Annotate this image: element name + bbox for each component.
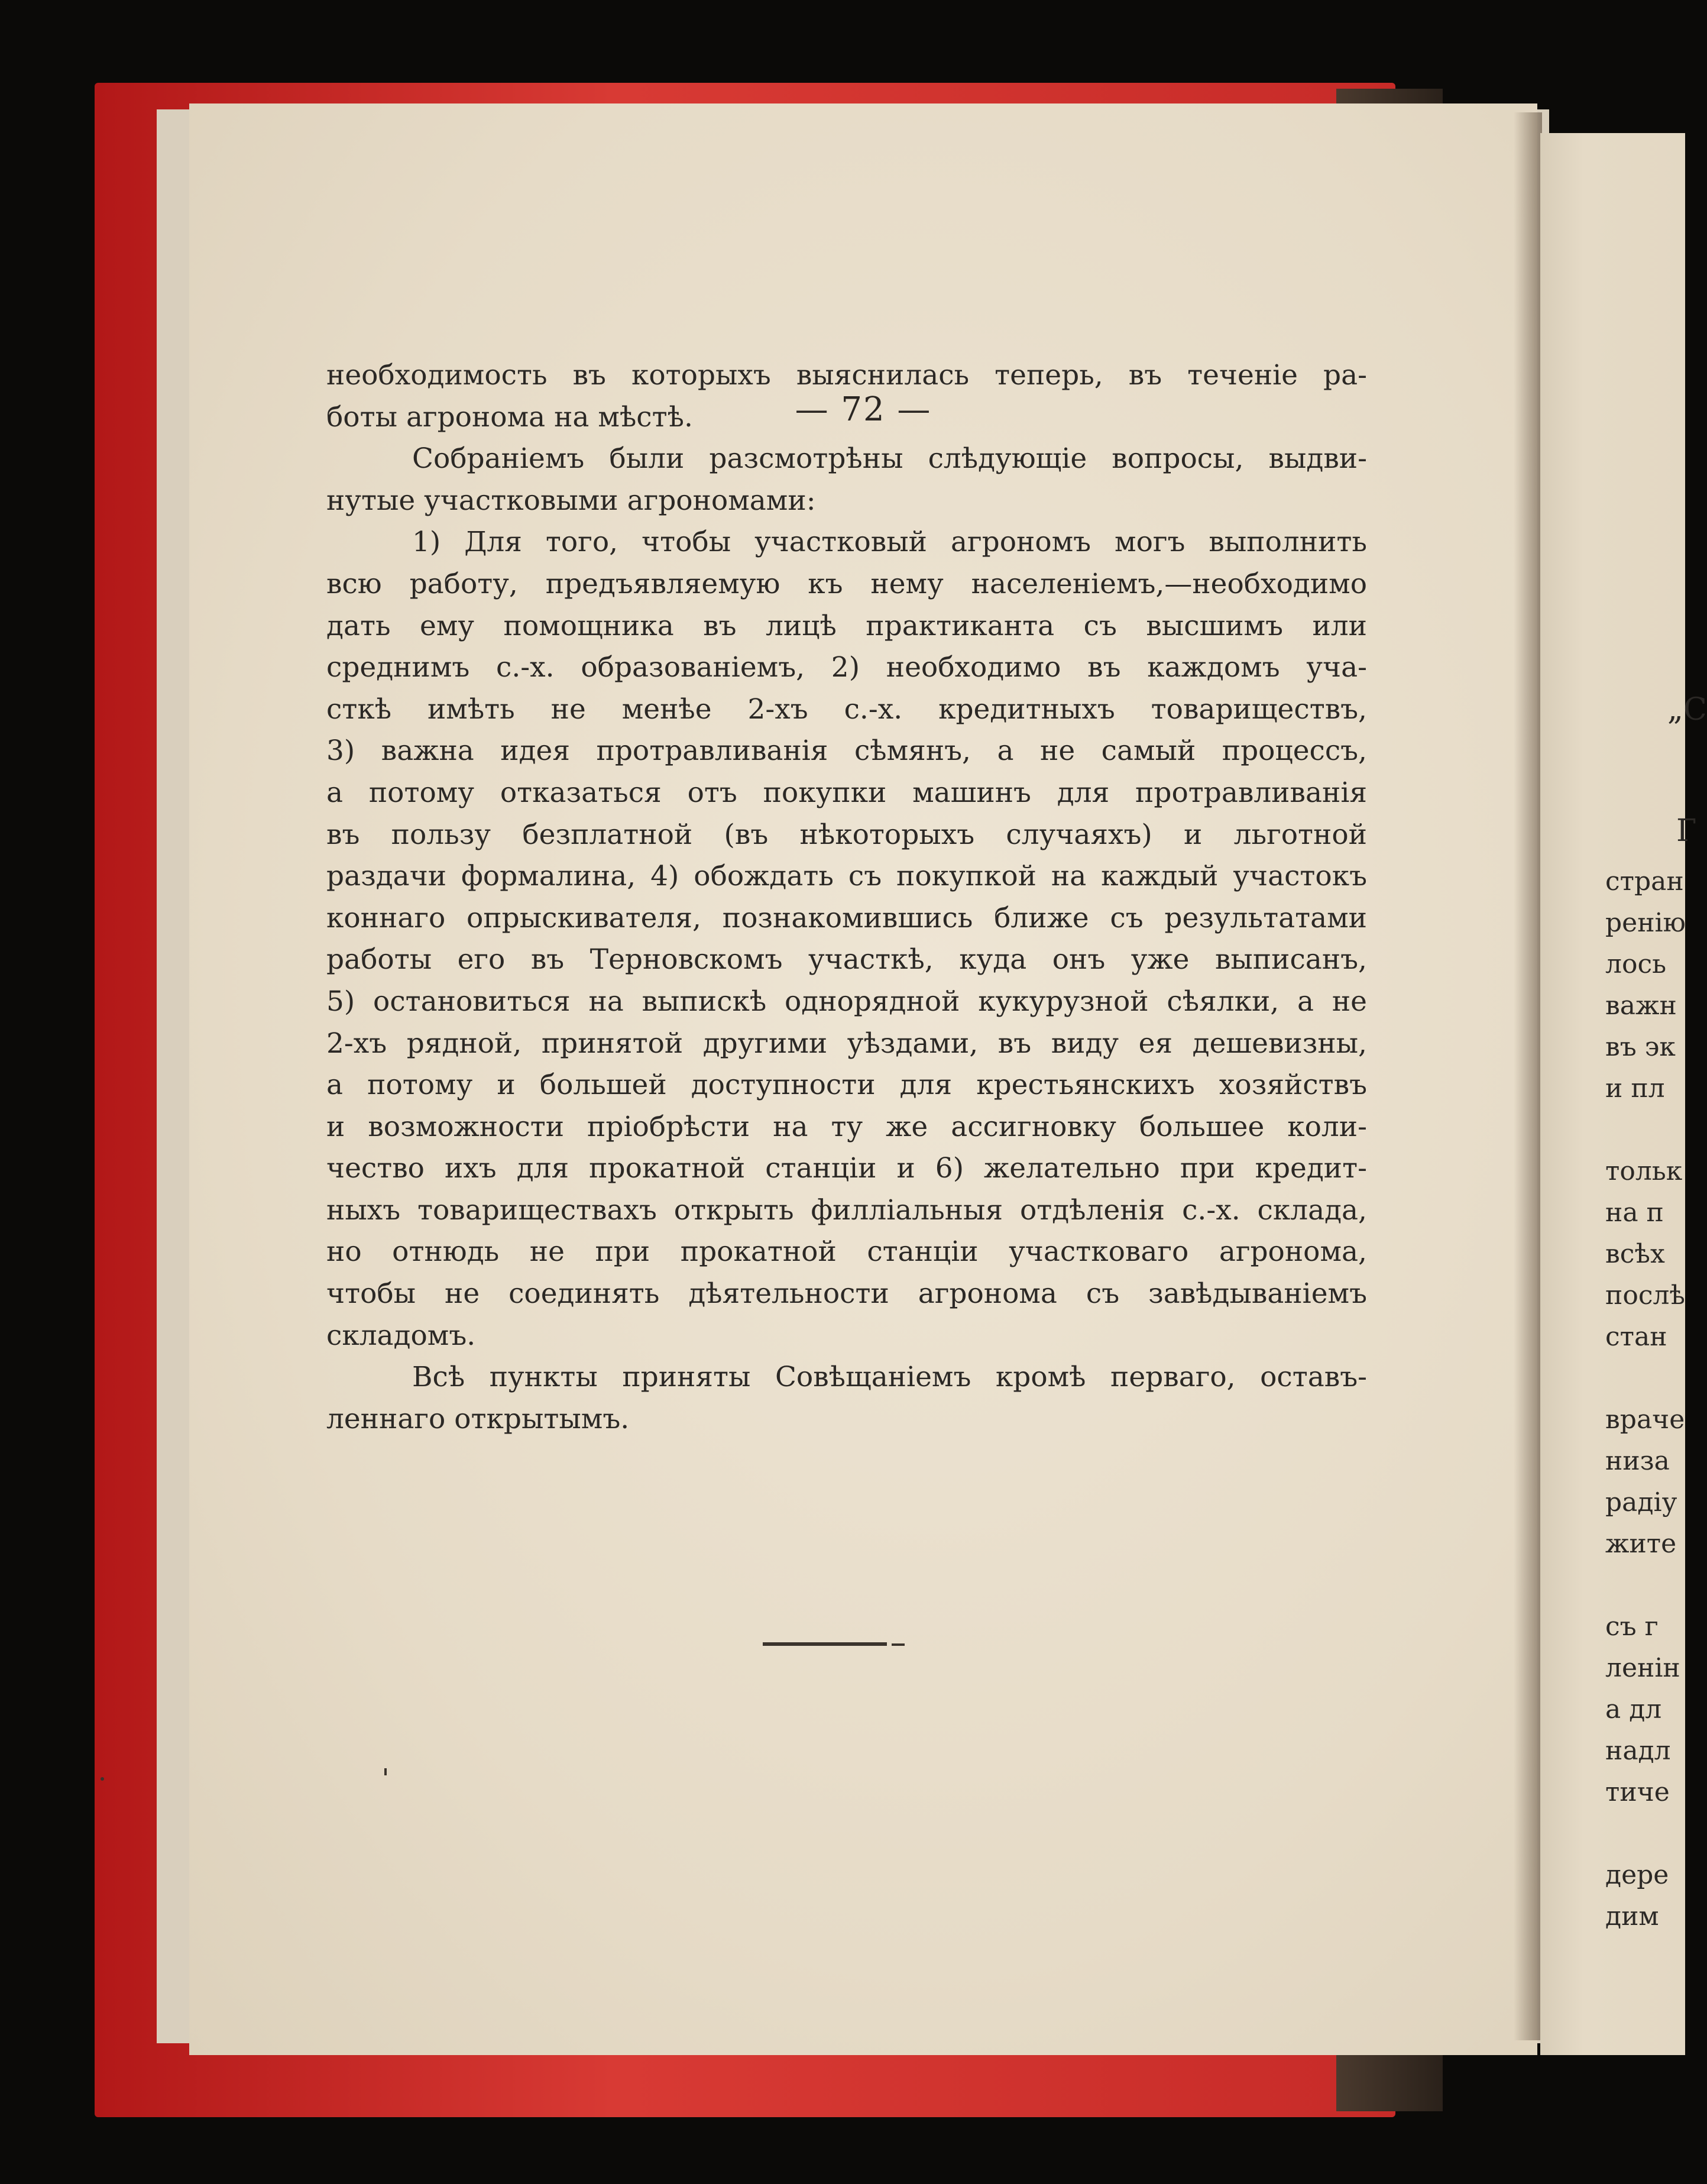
facing-line: низа [1605, 1446, 1670, 1476]
facing-line: лось [1605, 949, 1667, 979]
text-line: 2-хъ рядной, принятой другими уѣздами, въ виду ея дешевизны, [326, 1027, 1367, 1060]
text-line: а потому и большей доступности для крестьянскихъ хозяйствъ [326, 1069, 1367, 1102]
text-line: коннаго опрыскивателя, познакомившись ближе съ результатами [326, 901, 1367, 934]
text-line: но отнюдь не при прокатной станціи участковаго агронома, [326, 1235, 1367, 1269]
paper-speck [384, 1768, 387, 1775]
facing-line: надл [1605, 1736, 1671, 1766]
text-line: всю работу, предъявляемую къ нему населеніемъ,—необходимо [326, 567, 1367, 600]
facing-page-heading-fragment: „С [1667, 692, 1707, 727]
text-line: боты агронома на мѣстѣ. [326, 400, 693, 433]
text-line: чество ихъ для прокатной станціи и 6) желательно при кредит- [326, 1152, 1367, 1185]
facing-line: послѣ [1605, 1280, 1685, 1311]
facing-line: и пл [1605, 1073, 1665, 1104]
facing-line: на п [1605, 1198, 1664, 1228]
text-line: работы его въ Терновскомъ участкѣ, куда онъ уже выписанъ, [326, 943, 1367, 976]
facing-line: съ г [1605, 1612, 1659, 1642]
facing-line: враче [1605, 1405, 1685, 1435]
facing-line: стан [1605, 1322, 1667, 1352]
text-line: леннаго открытымъ. [326, 1402, 630, 1435]
facing-line: дим [1605, 1901, 1659, 1931]
section-end-rule-tail [892, 1643, 905, 1646]
page-number: — 72 — [795, 390, 932, 429]
page-body-text [326, 355, 1367, 1440]
facing-page-initial-fragment: Г [1676, 813, 1697, 849]
facing-line: радіу [1605, 1487, 1677, 1518]
text-line: а потому отказаться отъ покупки машинъ для протравливанія [326, 776, 1367, 809]
text-line: 3) важна идея протравливанія сѣмянъ, а не самый процессъ, [326, 735, 1367, 768]
page-gutter-shadow [1514, 112, 1542, 2040]
text-line: чтобы не соединять дѣятельности агронома съ завѣдываніемъ [326, 1277, 1367, 1311]
text-line: Всѣ пункты приняты Совѣщаніемъ кромѣ перваго, оставъ- [412, 1361, 1367, 1394]
facing-line: важн [1605, 991, 1677, 1021]
text-line: 5) остановиться на выпискѣ однорядной кукурузной сѣялки, а не [326, 985, 1367, 1018]
text-line: дать ему помощника въ лицѣ практиканта съ высшимъ или [326, 609, 1367, 642]
section-end-rule [763, 1642, 887, 1646]
paper-speck [101, 1777, 104, 1781]
facing-line: ленiн [1605, 1653, 1680, 1683]
text-line: среднимъ с.-х. образованіемъ, 2) необходимо въ каждомъ уча- [326, 651, 1367, 684]
facing-line: а дл [1605, 1694, 1662, 1724]
text-line: нутые участковыми агрономами: [326, 484, 816, 517]
facing-line: тольк [1605, 1156, 1683, 1186]
text-line: и возможности пріобрѣсти на ту же ассигновку большее коли- [326, 1110, 1367, 1143]
facing-line: дере [1605, 1860, 1669, 1890]
text-line: 1) Для того, чтобы участковый агрономъ могъ выполнить [412, 526, 1367, 559]
facing-line: стран [1605, 866, 1684, 897]
text-line: Собраніемъ были разсмотрѣны слѣдующіе вопросы, выдви- [412, 442, 1367, 475]
facing-line: жите [1605, 1529, 1677, 1559]
text-line: раздачи формалина, 4) обождать съ покупкой на каждый участокъ [326, 860, 1367, 893]
facing-line: всѣх [1605, 1239, 1665, 1269]
facing-line: ренію [1605, 908, 1686, 938]
text-line: необходимость въ которыхъ выяснилась теперь, въ теченіе ра- [326, 359, 1367, 391]
text-line: сткѣ имѣть не менѣе 2-хъ с.-х. кредитныхъ товариществъ, [326, 693, 1367, 726]
facing-line: въ эк [1605, 1032, 1676, 1062]
text-line: ныхъ товариществахъ открыть филліальныя отдѣленія с.-х. склада, [326, 1193, 1367, 1227]
text-line: складомъ. [326, 1319, 476, 1352]
text-line: въ пользу безплатной (въ нѣкоторыхъ случаяхъ) и льготной [326, 818, 1367, 851]
facing-line: тиче [1605, 1777, 1670, 1807]
